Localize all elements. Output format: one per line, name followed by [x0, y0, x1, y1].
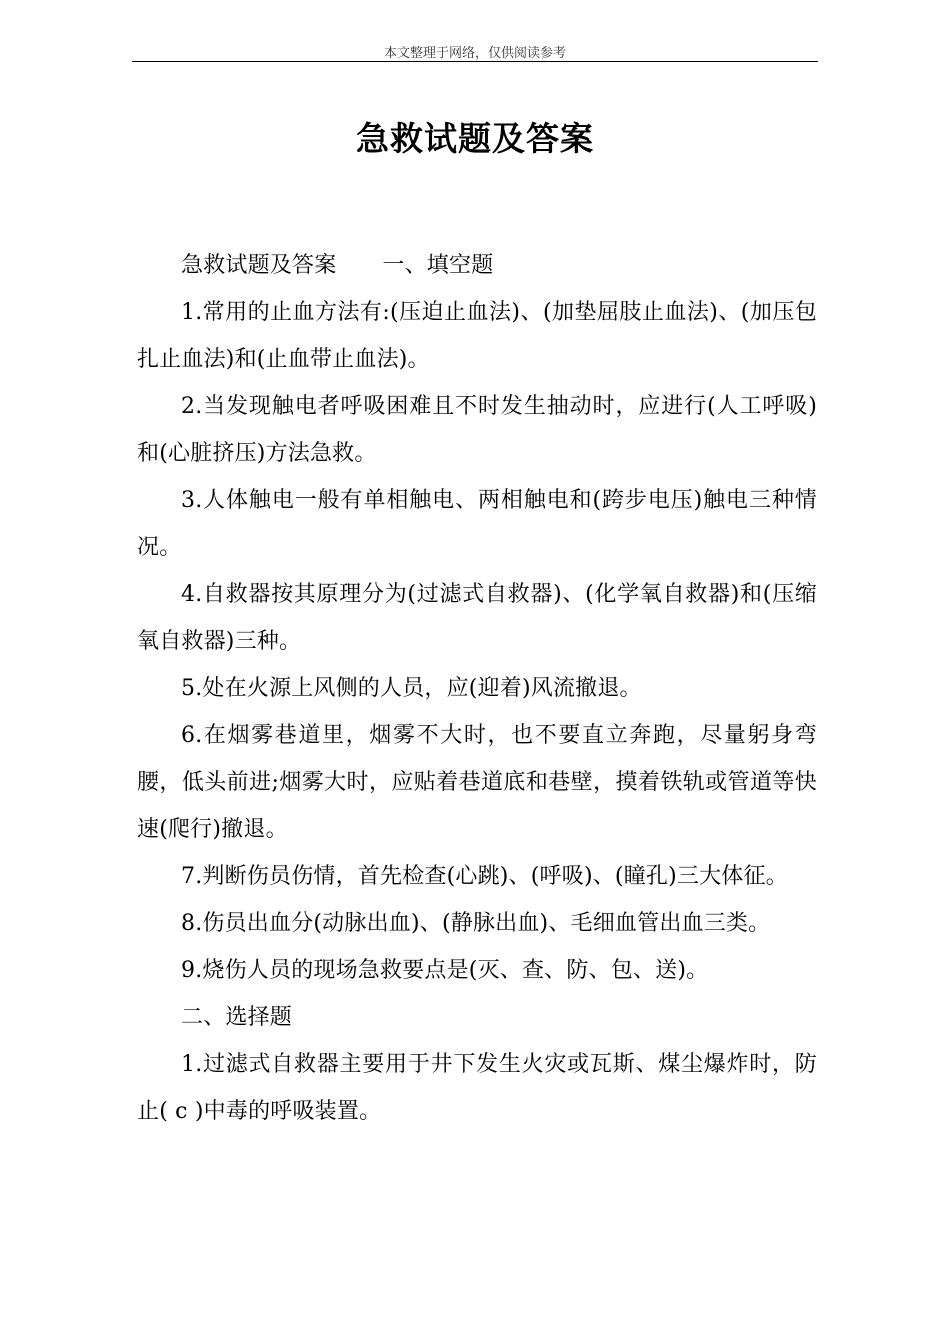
intro-line — [137, 242, 817, 289]
question-paragraph: 9.烧伤人员的现场急救要点是(灭、查、防、包、送)。 — [181, 958, 709, 983]
question-paragraph: 6.在烟雾巷道里，烟雾不大时，也不要直立奔跑，尽量躬身弯腰，低头前进;烟雾大时，应贴着巷道底和巷壁，摸着铁轨或管道等快速(爬行)撤退。 — [137, 723, 817, 842]
section-heading-multiple-choice: 二、选择题 — [181, 1005, 293, 1030]
question-paragraph: 7.判断伤员伤情，首先检查(心跳)、(呼吸)、(瞳孔)三大体征。 — [181, 864, 788, 889]
question-paragraph: 1.过滤式自救器主要用于井下发生火灾或瓦斯、煤尘爆炸时，防止( c )中毒的呼吸装置。 — [137, 1052, 817, 1124]
question-paragraph: 1.常用的止血方法有:(压迫止血法)、(加垫屈肢止血法)、(加压包扎止血法)和(止血带止血法)。 — [137, 300, 817, 372]
document-title: 急救试题及答案 — [356, 119, 594, 158]
intro-title: 急救试题及答案 — [181, 253, 337, 278]
section-heading-fill-blank: 一、填空题 — [382, 253, 494, 278]
question-paragraph: 4.自救器按其原理分为(过滤式自救器)、(化学氧自救器)和(压缩氧自救器)三种。 — [137, 582, 817, 654]
header-note: 本文整理于网络，仅供阅读参考 — [383, 46, 566, 61]
question-paragraph: 5.处在火源上风侧的人员，应(迎着)风流撤退。 — [181, 676, 642, 701]
question-paragraph: 8.伤员出血分(动脉出血)、(静脉出血)、毛细血管出血三类。 — [181, 911, 771, 936]
question-paragraph: 2.当发现触电者呼吸困难且不时发生抽动时，应进行(人工呼吸)和(心脏挤压)方法急救。 — [137, 394, 817, 466]
document-body — [137, 242, 817, 1135]
header-divider — [132, 61, 818, 62]
question-paragraph: 3.人体触电一般有单相触电、两相触电和(跨步电压)触电三种情况。 — [137, 488, 817, 560]
